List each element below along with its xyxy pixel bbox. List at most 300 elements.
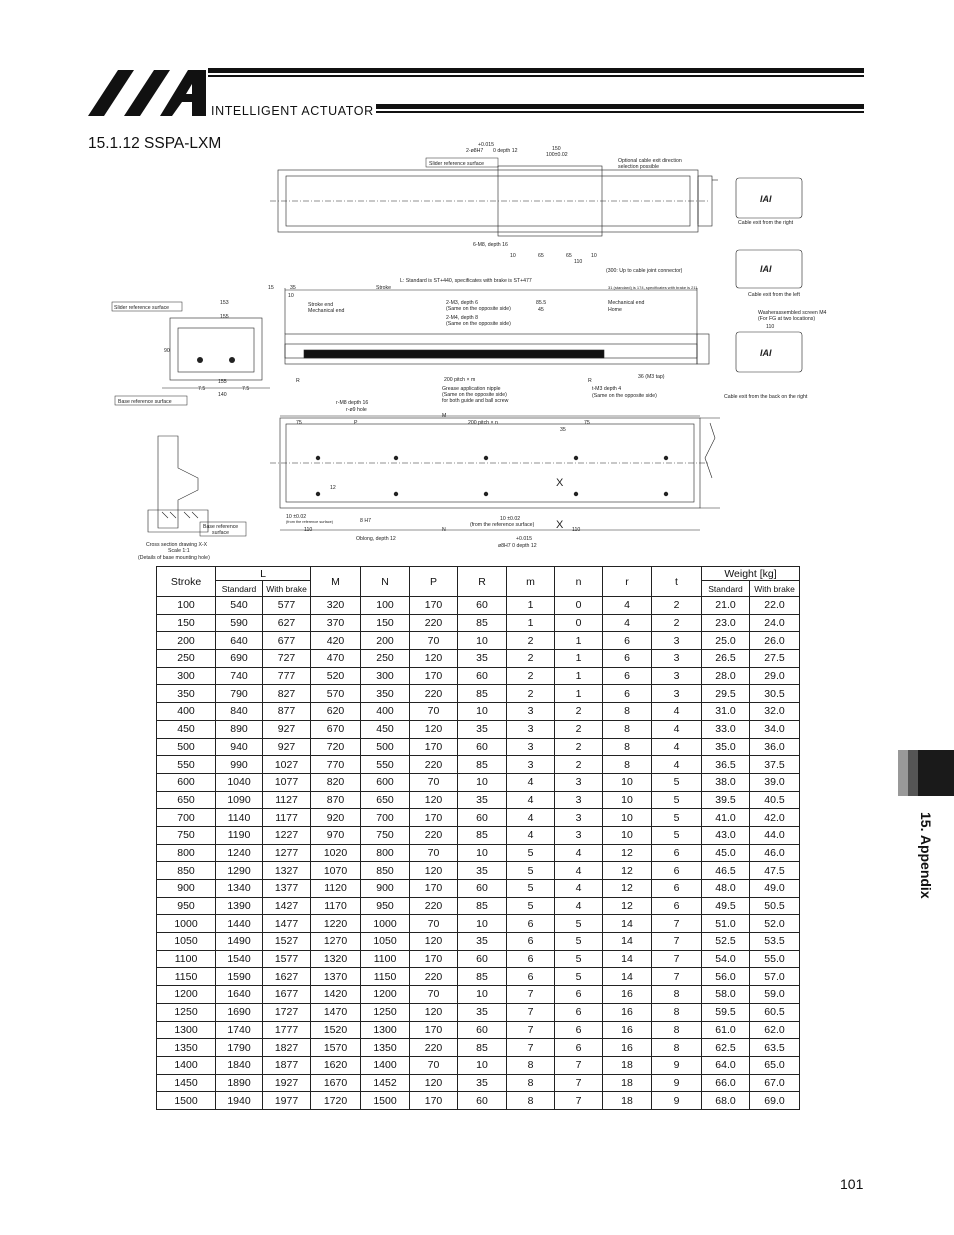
table-cell: 12: [603, 880, 652, 898]
lbl-opp1: (Same on the opposite side): [446, 306, 511, 312]
table-cell: 14: [603, 915, 652, 933]
table-cell: 6: [555, 986, 603, 1004]
table-cell: 12: [603, 897, 652, 915]
table-cell: 85: [458, 614, 507, 632]
table-cell: 6: [652, 844, 702, 862]
table-cell: 4: [555, 897, 603, 915]
header-rule-top: [208, 68, 864, 73]
table-cell: 170: [410, 597, 458, 615]
table-cell: 1400: [361, 1056, 410, 1074]
lbl-l-std: L: Standard is ST+440, specificates with brake is ST+477: [400, 278, 532, 284]
table-row: [157, 650, 800, 668]
table-cell: 49.0: [750, 880, 800, 898]
table-cell: 12: [603, 844, 652, 862]
table-cell: 10: [458, 844, 507, 862]
table-cell: 200: [361, 632, 410, 650]
table-row: [157, 809, 800, 827]
table-cell: 690: [216, 650, 263, 668]
table-cell: 16: [603, 986, 652, 1004]
table-cell: 39.5: [702, 791, 750, 809]
table-cell: 1390: [216, 897, 263, 915]
section-title: 15.1.12 SSPA-LXM: [88, 135, 222, 152]
table-cell: 1827: [263, 1039, 311, 1057]
table-cell: 3: [555, 826, 603, 844]
table-cell: 0: [555, 614, 603, 632]
table-cell: 1490: [216, 933, 263, 951]
lbl-stroke-end: Stroke end: [308, 302, 334, 308]
table-cell: 5: [652, 826, 702, 844]
iai-mark-right: IAI: [760, 194, 772, 204]
table-cell: 60: [458, 950, 507, 968]
page-number: 101: [840, 1176, 864, 1192]
table-cell: 70: [410, 632, 458, 650]
table-row: [157, 773, 800, 791]
table-cell: 18: [603, 1074, 652, 1092]
table-row: [157, 986, 800, 1004]
header-rule-bottom: [376, 104, 864, 109]
table-cell: 920: [311, 809, 361, 827]
table-cell: 70: [410, 703, 458, 721]
lbl-ref-b1: 10 ±0.02: [286, 514, 307, 520]
table-cell: 22.0: [750, 597, 800, 615]
table-cell: 10: [603, 826, 652, 844]
table-cell: 170: [410, 880, 458, 898]
table-cell: 1570: [311, 1039, 361, 1057]
lbl-pitch: 200 pitch × m: [444, 377, 476, 383]
table-cell: 1200: [157, 986, 216, 1004]
table-cell: 1340: [216, 880, 263, 898]
table-cell: 577: [263, 597, 311, 615]
table-cell: 1370: [311, 968, 361, 986]
table-cell: 3: [555, 773, 603, 791]
th-L: L: [216, 567, 311, 581]
table-cell: 1077: [263, 773, 311, 791]
table-cell: 220: [410, 614, 458, 632]
table-cell: 1270: [311, 933, 361, 951]
table-cell: 3: [652, 632, 702, 650]
lbl-brake-note: 31 (standard) is 174, specificates with brake is 211: [608, 285, 698, 290]
table-cell: 50.5: [750, 897, 800, 915]
table-cell: 10: [458, 915, 507, 933]
table-cell: 10: [458, 773, 507, 791]
table-cell: 1440: [216, 915, 263, 933]
header-row-1: [157, 567, 800, 581]
table-cell: 21.0: [702, 597, 750, 615]
table-cell: 58.0: [702, 986, 750, 1004]
table-cell: 3: [507, 703, 555, 721]
table-cell: 1540: [216, 950, 263, 968]
table-cell: 3: [652, 685, 702, 703]
table-cell: 777: [263, 667, 311, 685]
appendix-tab-label: [918, 812, 940, 912]
lbl-ref-b2: (from the reference surface): [286, 520, 334, 524]
table-cell: 28.0: [702, 667, 750, 685]
table-cell: 63.5: [750, 1039, 800, 1057]
lbl-d140: 140: [218, 392, 227, 398]
lbl-d155b: 155: [218, 379, 227, 385]
table-cell: 1000: [361, 915, 410, 933]
lbl-oblong: Oblong, depth 12: [356, 536, 396, 542]
table-cell: 1877: [263, 1056, 311, 1074]
table-cell: 51.0: [702, 915, 750, 933]
lbl-d10b: 10: [591, 253, 597, 259]
table-cell: 57.0: [750, 968, 800, 986]
table-cell: 9: [652, 1092, 702, 1110]
table-cell: 52.5: [702, 933, 750, 951]
lbl-tol1: +0.015: [478, 142, 495, 148]
table-cell: 1250: [157, 1003, 216, 1021]
table-cell: 29.0: [750, 667, 800, 685]
table-cell: 4: [507, 826, 555, 844]
table-cell: 7: [652, 915, 702, 933]
table-cell: 170: [410, 1021, 458, 1039]
table-cell: 4: [555, 862, 603, 880]
table-cell: 1320: [311, 950, 361, 968]
lbl-d65b: 65: [566, 253, 572, 259]
lbl-d45: 45: [538, 307, 544, 313]
lbl-pitch-n: 200 pitch × n: [468, 420, 498, 426]
table-row: [157, 1021, 800, 1039]
table-cell: 370: [311, 614, 361, 632]
table-cell: 7: [507, 1021, 555, 1039]
table-cell: 590: [216, 614, 263, 632]
table-cell: 350: [157, 685, 216, 703]
lbl-mech-end: Mechanical end: [308, 308, 345, 314]
lbl-d35: 35: [290, 285, 296, 291]
table-cell: 65.0: [750, 1056, 800, 1074]
spec-table: [156, 566, 800, 1110]
table-cell: 3: [652, 667, 702, 685]
table-cell: 4: [507, 791, 555, 809]
table-cell: 800: [361, 844, 410, 862]
table-cell: 9: [652, 1056, 702, 1074]
table-cell: 37.5: [750, 756, 800, 774]
table-cell: 700: [361, 809, 410, 827]
lbl-rm8: r-M8 depth 16: [336, 400, 369, 406]
lbl-d110b: 110: [766, 324, 775, 330]
table-cell: 3: [555, 809, 603, 827]
table-cell: 250: [361, 650, 410, 668]
table-cell: 727: [263, 650, 311, 668]
table-cell: 170: [410, 667, 458, 685]
table-cell: 4: [603, 614, 652, 632]
table-cell: 170: [410, 1092, 458, 1110]
table-cell: 677: [263, 632, 311, 650]
table-cell: 120: [410, 1074, 458, 1092]
table-cell: 6: [555, 1021, 603, 1039]
lbl-cable-back: Cable exit from the back on the right: [724, 394, 808, 400]
table-cell: 1050: [361, 933, 410, 951]
table-cell: 220: [410, 826, 458, 844]
table-cell: 1350: [361, 1039, 410, 1057]
table-cell: 1: [555, 667, 603, 685]
table-cell: 33.0: [702, 720, 750, 738]
table-row: [157, 1056, 800, 1074]
table-cell: 2: [507, 632, 555, 650]
table-cell: 927: [263, 720, 311, 738]
table-cell: 6: [652, 897, 702, 915]
lbl-base-ref: Base reference surface: [118, 399, 172, 405]
lbl-d15: 15: [268, 285, 274, 291]
th-stroke: Stroke: [157, 567, 216, 597]
table-cell: 61.0: [702, 1021, 750, 1039]
lbl-d75a: 7.5: [198, 386, 206, 392]
table-cell: 1150: [361, 968, 410, 986]
lbl-d110: 110: [574, 259, 583, 265]
table-cell: 6: [555, 1003, 603, 1021]
th-N: N: [361, 567, 410, 597]
lbl-tol2: +0.015: [516, 536, 533, 542]
table-cell: 47.5: [750, 862, 800, 880]
table-cell: 14: [603, 933, 652, 951]
table-row: [157, 791, 800, 809]
table-cell: 2: [652, 597, 702, 615]
table-cell: 18: [603, 1092, 652, 1110]
table-row: [157, 597, 800, 615]
table-cell: 1527: [263, 933, 311, 951]
table-cell: 970: [311, 826, 361, 844]
table-cell: 900: [361, 880, 410, 898]
table-cell: 5: [507, 897, 555, 915]
lbl-mech-end2: Mechanical end: [608, 300, 645, 306]
table-cell: 570: [311, 685, 361, 703]
table-cell: 7: [555, 1092, 603, 1110]
table-cell: 300: [157, 667, 216, 685]
table-cell: 1220: [311, 915, 361, 933]
table-cell: 49.5: [702, 897, 750, 915]
table-cell: 1420: [311, 986, 361, 1004]
table-cell: 640: [216, 632, 263, 650]
table-cell: 1090: [216, 791, 263, 809]
table-cell: 67.0: [750, 1074, 800, 1092]
table-cell: 4: [652, 738, 702, 756]
lbl-grease: Grease application nipple: [442, 386, 501, 392]
lbl-m3tap: 36 (M3 tap): [638, 374, 665, 380]
table-cell: 1627: [263, 968, 311, 986]
table-cell: 45.0: [702, 844, 750, 862]
dimension-drawing: [100, 138, 830, 563]
table-cell: 70: [410, 1056, 458, 1074]
lbl-d153: 153: [220, 300, 229, 306]
table-cell: 550: [157, 756, 216, 774]
lbl-R-left: R: [296, 378, 300, 384]
table-cell: 1670: [311, 1074, 361, 1092]
table-cell: 1590: [216, 968, 263, 986]
table-row: [157, 1092, 800, 1110]
table-cell: 29.5: [702, 685, 750, 703]
th-n: n: [555, 567, 603, 597]
lbl-base-ref2: Base reference: [203, 524, 239, 530]
header-rule-top-thin: [208, 75, 864, 77]
table-cell: 6: [652, 880, 702, 898]
table-cell: 670: [311, 720, 361, 738]
table-cell: 8: [652, 1039, 702, 1057]
table-cell: 60: [458, 1092, 507, 1110]
table-row: [157, 950, 800, 968]
table-cell: 6: [603, 632, 652, 650]
table-cell: 2: [555, 720, 603, 738]
table-cell: 8: [603, 703, 652, 721]
table-cell: 1150: [157, 968, 216, 986]
table-cell: 55.0: [750, 950, 800, 968]
table-cell: 1100: [361, 950, 410, 968]
table-cell: 650: [157, 791, 216, 809]
table-cell: 64.0: [702, 1056, 750, 1074]
table-cell: 14: [603, 950, 652, 968]
table-cell: 10: [458, 1056, 507, 1074]
table-row: [157, 915, 800, 933]
table-cell: 5: [555, 968, 603, 986]
lbl-dim150: 150: [552, 146, 561, 152]
lbl-d75d: 75: [584, 420, 590, 426]
table-cell: 60: [458, 1021, 507, 1039]
table-cell: 1190: [216, 826, 263, 844]
table-cell: 1140: [216, 809, 263, 827]
table-cell: 35: [458, 862, 507, 880]
lbl-d35b: 35: [560, 427, 566, 433]
table-cell: 60: [458, 809, 507, 827]
table-cell: 1277: [263, 844, 311, 862]
table-cell: 120: [410, 862, 458, 880]
table-cell: 39.0: [750, 773, 800, 791]
table-cell: 60: [458, 880, 507, 898]
table-cell: 1: [555, 632, 603, 650]
table-cell: 1477: [263, 915, 311, 933]
table-cell: 62.5: [702, 1039, 750, 1057]
lbl-scale: Scale 1:1: [168, 548, 190, 554]
lbl-d155: 155: [220, 314, 229, 320]
table-cell: 540: [216, 597, 263, 615]
lbl-r9hole: r-ø9 hole: [346, 407, 367, 413]
table-cell: 70: [410, 773, 458, 791]
lbl-slider-ref2: Slider reference surface: [114, 305, 170, 311]
lbl-cable-joint: (300: Up to cable joint connector): [606, 268, 683, 274]
lbl-fg: (For FG at two locations): [758, 316, 816, 322]
table-row: [157, 738, 800, 756]
table-cell: 8: [652, 1021, 702, 1039]
table-cell: 8: [603, 720, 652, 738]
table-cell: 12: [603, 862, 652, 880]
table-cell: 877: [263, 703, 311, 721]
table-cell: 120: [410, 650, 458, 668]
table-cell: 2: [507, 667, 555, 685]
table-cell: 1450: [157, 1074, 216, 1092]
lbl-d90: 90: [164, 348, 170, 354]
table-cell: 1170: [311, 897, 361, 915]
table-cell: 100: [157, 597, 216, 615]
table-cell: 2: [652, 614, 702, 632]
lbl-d65a: 65: [538, 253, 544, 259]
table-cell: 470: [311, 650, 361, 668]
table-cell: 10: [458, 986, 507, 1004]
table-cell: 1177: [263, 809, 311, 827]
th-weight: Weight [kg]: [702, 567, 800, 581]
table-cell: 1300: [361, 1021, 410, 1039]
table-cell: 1327: [263, 862, 311, 880]
table-cell: 890: [216, 720, 263, 738]
lbl-N: N: [442, 527, 446, 533]
table-cell: 450: [157, 720, 216, 738]
table-cell: 200: [157, 632, 216, 650]
th-r: r: [603, 567, 652, 597]
table-cell: 8: [603, 738, 652, 756]
table-cell: 34.0: [750, 720, 800, 738]
th-l-standard: Standard: [216, 581, 263, 597]
table-cell: 35.0: [702, 738, 750, 756]
table-cell: 8: [652, 986, 702, 1004]
table-cell: 1040: [216, 773, 263, 791]
table-cell: 850: [361, 862, 410, 880]
table-cell: 320: [311, 597, 361, 615]
table-row: [157, 862, 800, 880]
table-row: [157, 703, 800, 721]
table-cell: 300: [361, 667, 410, 685]
table-row: [157, 826, 800, 844]
table-cell: 18: [603, 1056, 652, 1074]
table-cell: 0: [555, 597, 603, 615]
table-cell: 950: [361, 897, 410, 915]
th-M: M: [311, 567, 361, 597]
table-cell: 1427: [263, 897, 311, 915]
lbl-hole-bottom: ø8H7 0 depth 12: [498, 543, 537, 549]
table-cell: 26.5: [702, 650, 750, 668]
tab-shade-mid: [908, 750, 918, 796]
table-cell: 2: [507, 650, 555, 668]
table-cell: 1027: [263, 756, 311, 774]
lbl-ref-c2: (from the reference surface): [470, 522, 535, 528]
table-cell: 7: [507, 1003, 555, 1021]
table-cell: 600: [157, 773, 216, 791]
table-cell: 40.5: [750, 791, 800, 809]
table-row: [157, 756, 800, 774]
table-cell: 35: [458, 1003, 507, 1021]
table-cell: 1290: [216, 862, 263, 880]
lbl-m8: 6-M8, depth 16: [473, 242, 508, 248]
table-cell: 1250: [361, 1003, 410, 1021]
table-cell: 4: [507, 809, 555, 827]
table-cell: 840: [216, 703, 263, 721]
table-cell: 27.5: [750, 650, 800, 668]
lbl-d110c: 110: [304, 527, 313, 533]
table-cell: 6: [507, 968, 555, 986]
table-cell: 4: [555, 844, 603, 862]
lbl-cross-section: Cross section drawing X-X: [146, 542, 208, 548]
lbl-opp2: (Same on the opposite side): [446, 321, 511, 327]
table-cell: 7: [555, 1056, 603, 1074]
table-cell: 990: [216, 756, 263, 774]
table-cell: 10: [603, 791, 652, 809]
table-cell: 8: [507, 1074, 555, 1092]
table-cell: 1500: [157, 1092, 216, 1110]
table-cell: 1377: [263, 880, 311, 898]
table-cell: 1690: [216, 1003, 263, 1021]
lbl-tm3: t-M3 depth 4: [592, 386, 622, 392]
table-cell: 70: [410, 915, 458, 933]
table-cell: 870: [311, 791, 361, 809]
table-cell: 69.0: [750, 1092, 800, 1110]
table-cell: 5: [652, 791, 702, 809]
header-rule-bottom-thin: [376, 111, 864, 113]
table-row: [157, 1039, 800, 1057]
table-cell: 1927: [263, 1074, 311, 1092]
table-cell: 25.0: [702, 632, 750, 650]
table-cell: 1677: [263, 986, 311, 1004]
table-cell: 120: [410, 1003, 458, 1021]
iai-logo: [88, 68, 208, 118]
table-cell: 1720: [311, 1092, 361, 1110]
table-cell: 740: [216, 667, 263, 685]
lbl-M: M: [442, 413, 447, 419]
